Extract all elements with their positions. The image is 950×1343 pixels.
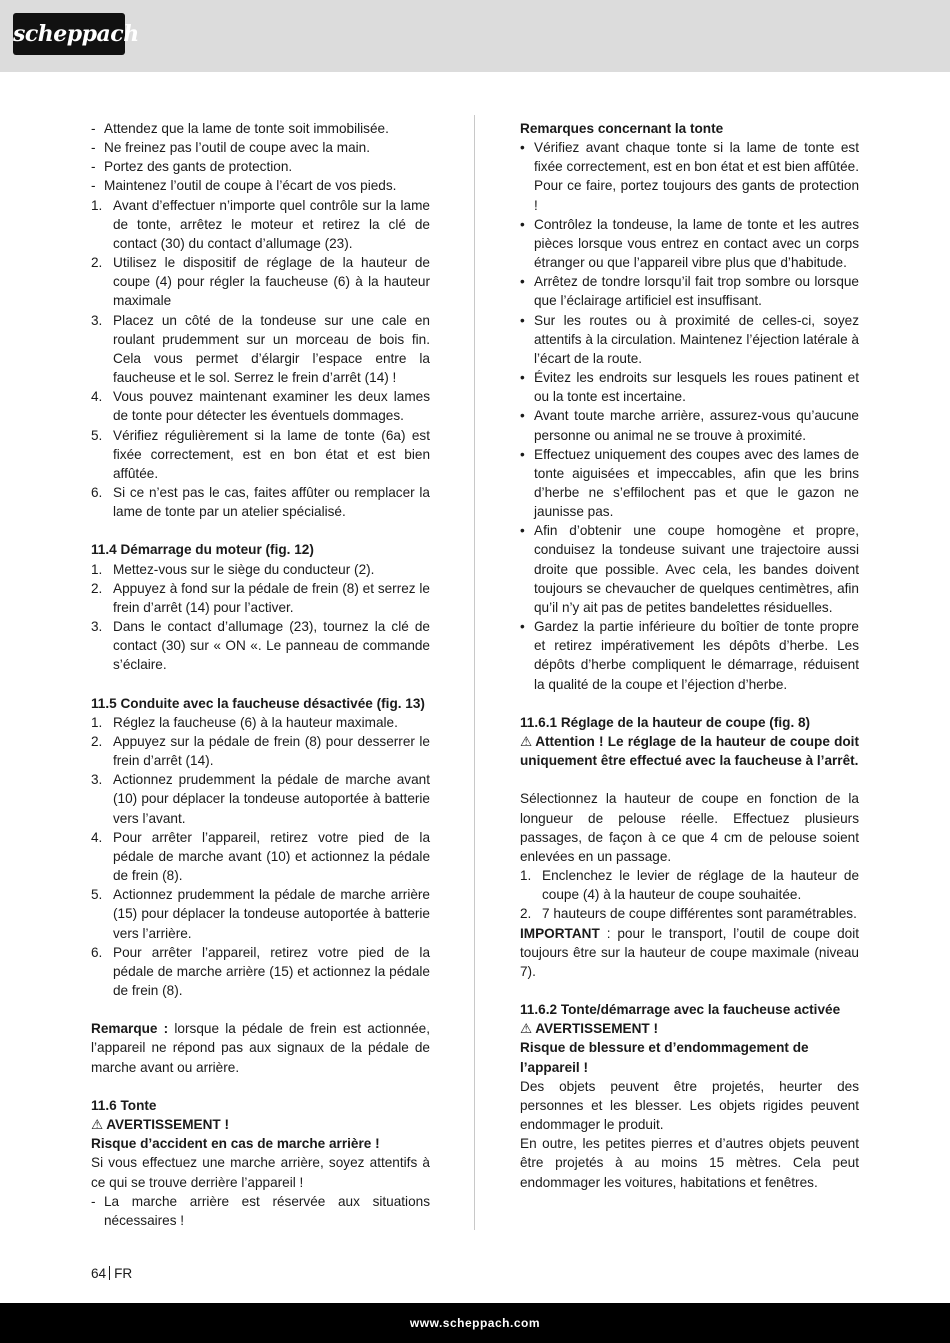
section-heading-11-4: 11.4 Démarrage du moteur (fig. 12) [91,542,314,558]
warning-line: ⚠ AVERTISSEMENT ! [91,1115,430,1134]
list-item: 4. Vous pouvez maintenant examiner les deux lames de tonte pour détecter les éventuels dommages. [91,389,430,424]
brand-logo: scheppach [13,13,125,55]
list-item: - Portez des gants de protection. [91,159,293,175]
list-item: 3. Dans le contact d’allumage (23), tournez la clé de contact (30) sur « ON «. Le panneau de commande s’éclaire. [91,619,430,673]
list-item: 2. Utilisez le dispositif de réglage de la hauteur de coupe (4) pour régler la faucheuse (6) à la hauteur maximale [91,255,430,309]
section-heading-11-5: 11.5 Conduite avec la faucheuse désactivée (fig. 13) [91,695,425,711]
list-item: • Vérifiez avant chaque tonte si la lame de tonte est fixée correctement, est en bon état et est bien affûtée. Pour ce faire, portez toujours des gants de protection ! [520,140,859,213]
list-item: • Effectuez uniquement des coupes avec des lames de tonte aiguisées et impeccables, afin que les brins d’herbe ne s’effilochent pas et que le gazon ne jaunisse pas. [520,446,859,520]
list-item: 6. Si ce n’est pas le cas, faites affûter ou remplacer la lame de tonte par un atelier spécialisé. [91,484,430,520]
list-item: 2. 7 hauteurs de coupe différentes sont paramétrables. [520,906,857,922]
list-item: • Évitez les endroits sur lesquels les roues patinent et ou la tonte est incertaine. [520,370,859,405]
paragraph: Si vous effectuez une marche arrière, soyez attentifs à ce qui se trouve derrière l’appareil ! [91,1155,430,1190]
paragraph: En outre, les petites pierres et d’autres objets peuvent être projetés à au moins 15 mètres. Cela peut endommager les voitures, habitations et fenêtres. [520,1136,859,1190]
column-divider [474,115,475,1230]
dash-list-top [91,119,430,196]
footer-bar [0,1303,950,1343]
header-bar [0,0,950,72]
list-item: 1. Réglez la faucheuse (6) à la hauteur maximale. [91,714,398,730]
list-item: 2. Appuyez à fond sur la pédale de frein (8) et serrez le frein d’arrêt (14) pour l’activer. [91,580,430,615]
list-item: • Gardez la partie inférieure du boîtier de tonte propre et retirez impérativement les dépôts d’herbe. Les dépôts d’herbe compliquent le démarrage, réduisent la qualité de la coupe et l’éjection d’herbe. [520,619,859,692]
list-item: - La marche arrière est réservée aux situations nécessaires ! [91,1193,430,1228]
warning-icon: ⚠ [520,733,533,749]
page-number: 64 FR [91,1266,133,1281]
list-item: 3. Actionnez prudemment la pédale de marche avant (10) pour déplacer la tondeuse autoportée à batterie vers l’avant. [91,772,430,826]
list-item: 6. Pour arrêter l’appareil, retirez votre pied de la pédale de marche arrière (15) et actionnez la pédale de frein (8). [91,944,430,998]
remarks-heading: Remarques concernant la tonte [520,121,724,136]
remark-paragraph: Remarque : lorsque la pédale de frein est actionnée, l’appareil ne répond pas aux signaux de la pédale de marche avant ou arrière. [91,1021,430,1075]
section-heading-11-6-2: 11.6.2 Tonte/démarrage avec la faucheuse activée [520,1002,841,1018]
section-heading-11-6-1: 11.6.1 Réglage de la hauteur de coupe (fig. 8) [520,714,811,730]
list-item: 2. Appuyez sur la pédale de frein (8) pour desserrer le frein d’arrêt (14). [91,733,430,769]
right-column [520,119,859,1192]
list-item: 1. Avant d’effectuer n’importe quel contrôle sur la lame de tonte, arrêtez le moteur et retirez la clé de contact (30) du contact d’allumage (23). [91,197,430,251]
numbered-list-inspection [91,196,430,522]
list-item: 1. Enclenchez le levier de réglage de la hauteur de coupe (4) à la hauteur de coupe souhaitée. [520,868,859,903]
list-item: • Afin d’obtenir une coupe homogène et propre, conduisez la tondeuse suivant une trajectoire aussi droite que possible. Avec cela, les bandes doivent toujours se chevaucher de quelques centimètres, afin qu’il n’y ait pas de petites bandelettes résiduelles. [520,523,859,615]
list-item: 1. Mettez-vous sur le siège du conducteur (2). [91,561,375,577]
warning-icon: ⚠ [520,1021,533,1037]
list-item: • Sur les routes ou à proximité de celles-ci, soyez attentifs à la circulation. Maintenez l’éjection latérale à l’écart de la route. [520,312,859,366]
list-item: • Contrôlez la tondeuse, la lame de tonte et les autres pièces lorsque vous entrez en contact avec un corps étranger ou que l’appareil vibre plus que d’habitude. [520,216,859,271]
list-item: - Attendez que la lame de tonte soit immobilisée. [91,121,389,136]
section-heading-11-6: 11.6 Tonte [91,1097,157,1113]
warning-icon: ⚠ [91,1117,104,1133]
list-item: • Arrêtez de tondre lorsqu’il fait trop sombre ou lorsque que l’éclairage artificiel est insuffisant. [520,274,859,309]
list-item: 3. Placez un côté de la tondeuse sur une cale en roulant prudemment sur un morceau de bois fin. Cela vous permet d’élargir l’espace entre la faucheuse et le sol. Serrez le frein d’arrêt (14) ! [91,312,430,386]
risk-line: Risque de blessure et d’endommagement de l’appareil ! [520,1040,809,1075]
list-item: 4. Pour arrêter l’appareil, retirez votre pied de la pédale de marche avant (10) et actionnez la pédale de frein (8). [91,829,430,884]
warning-line: ⚠ AVERTISSEMENT ! [520,1019,859,1038]
important-paragraph: IMPORTANT : pour le transport, l’outil de coupe doit toujours être sur la hauteur de coupe maximale (niveau 7). [520,925,859,979]
list-item: - Maintenez l’outil de coupe à l’écart de vos pieds. [91,178,397,194]
list-item: 5. Actionnez prudemment la pédale de marche arrière (15) pour déplacer la tondeuse autoportée à batterie vers l’arrière. [91,887,430,941]
paragraph: Sélectionnez la hauteur de coupe en fonction de la longueur de pelouse réelle. Effectuez plusieurs passages, de façon à ce que 4 cm de pelouse soient enlevées en un passage. [520,791,859,864]
paragraph: Des objets peuvent être projetés, heurter des personnes et les blesser. Les objets rigides peuvent endommager le produit. [520,1078,859,1133]
list-item: 5. Vérifiez régulièrement si la lame de tonte (6a) est fixée correctement, est en bon état et est bien affûtée. [91,427,430,481]
attention-line: ⚠ Attention ! Le réglage de la hauteur de coupe doit uniquement être effectué avec la faucheuse à l’arrêt. [520,733,859,769]
list-item: - Ne freinez pas l’outil de coupe avec la main. [91,140,370,156]
left-column [91,119,430,1230]
risk-line: Risque d’accident en cas de marche arrière ! [91,1136,380,1152]
list-item: • Avant toute marche arrière, assurez-vous qu’aucune personne ou animal ne se trouve à proximité. [520,408,859,443]
website-link[interactable]: www.scheppach.com [409,1316,540,1330]
